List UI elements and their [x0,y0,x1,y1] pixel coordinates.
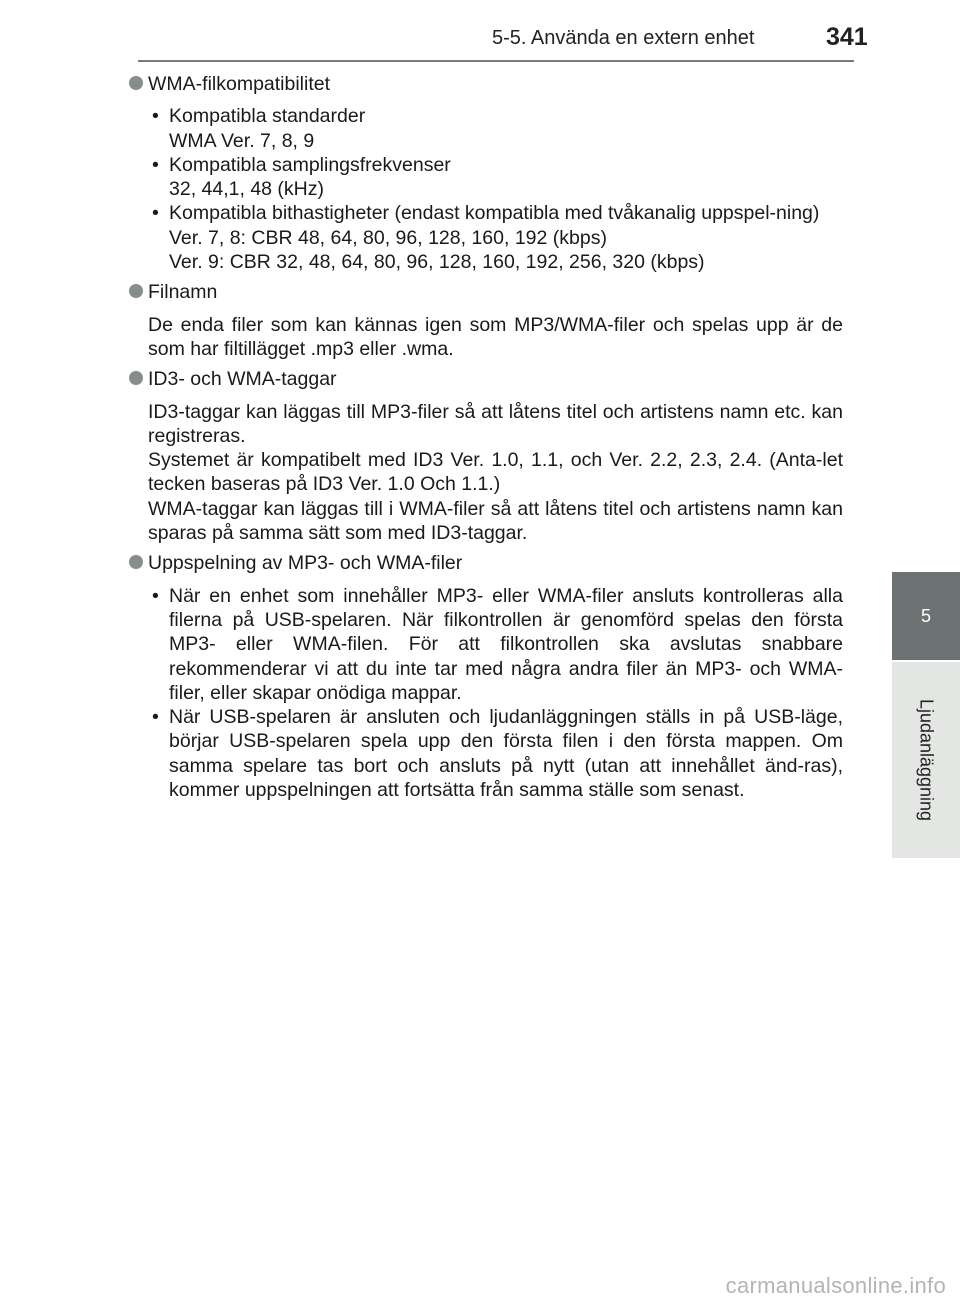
section-body: ID3-taggar kan läggas till MP3-filer så att låtens titel och artistens namn etc. kan registreras. Systemet är kompatibelt med ID3 Ver. 1.0, 1.1, och Ver. 2.2, 2.3, 2.4. (Anta-let tecken baseras på ID3 Ver. 1.0 Och 1.1.) WMA-taggar kan läggas till i WMA-filer så att låtens titel och artistens namn kan sparas på samma sätt som med ID3-taggar. [148,400,843,545]
bullet-dot-icon [129,284,143,298]
list-item: • Kompatibla bithastigheter (endast kompatibla med tvåkanalig uppspel-ning) Ver. 7, 8: CBR 48, 64, 80, 96, 128, 160, 192 (kbps) Ver. 9: CBR 32, 48, 64, 80, 96, 128, 160, 192, 256, 320 (kbps) [148,201,843,274]
section-id3-wma-tags [129,367,843,545]
section-heading: Filnamn [129,280,843,304]
chapter-number: 5 [920,605,931,626]
header-divider [138,60,854,62]
list-item: • Kompatibla samplingsfrekvenser 32, 44,1, 48 (kHz) [148,153,843,202]
page-number: 341 [826,23,868,51]
chapter-number-tab [892,572,960,660]
watermark: carmanualsonline.info [725,1273,946,1298]
header-section-title: 5-5. Använda en extern enhet [492,27,755,49]
section-wma-compatibility [129,72,843,274]
chapter-title: Ljudanläggning [916,698,937,822]
bullet-dot-icon [129,555,143,569]
page-content [129,72,843,802]
section-playback [129,551,843,802]
section-heading: WMA-filkompatibilitet [129,72,843,96]
list-item: • När USB-spelaren är ansluten och ljudanläggningen ställs in på USB-läge, börjar USB-spelaren spela upp den första filen i den första mappen. Om samma spelare tas bort och ansluts på nytt (utan att innehållet änd-ras), kommer uppspelningen att fortsätta från samma ställe som senast. [148,705,843,802]
bullet-list [129,104,843,274]
section-filename [129,280,843,361]
section-body: De enda filer som kan kännas igen som MP3/WMA-filer och spelas upp är de som har filtillägget .mp3 eller .wma. [148,313,843,360]
section-heading: Uppspelning av MP3- och WMA-filer [129,551,843,575]
bullet-dot-icon [129,371,143,385]
bullet-dot-icon [129,76,143,90]
bullet-list [129,584,843,803]
section-heading: ID3- och WMA-taggar [129,367,843,391]
list-item: • När en enhet som innehåller MP3- eller WMA-filer ansluts kontrolleras alla filerna på USB-spelaren. När filkontrollen är genomförd spelas den första MP3- eller WMA-filen. För att filkontrollen ska avslutas snabbare rekommenderar vi att du inte tar med några andra filer än MP3- och WMA-filer, eller skapar onödiga mappar. [148,584,843,705]
list-item: • Kompatibla standarder WMA Ver. 7, 8, 9 [148,104,843,153]
